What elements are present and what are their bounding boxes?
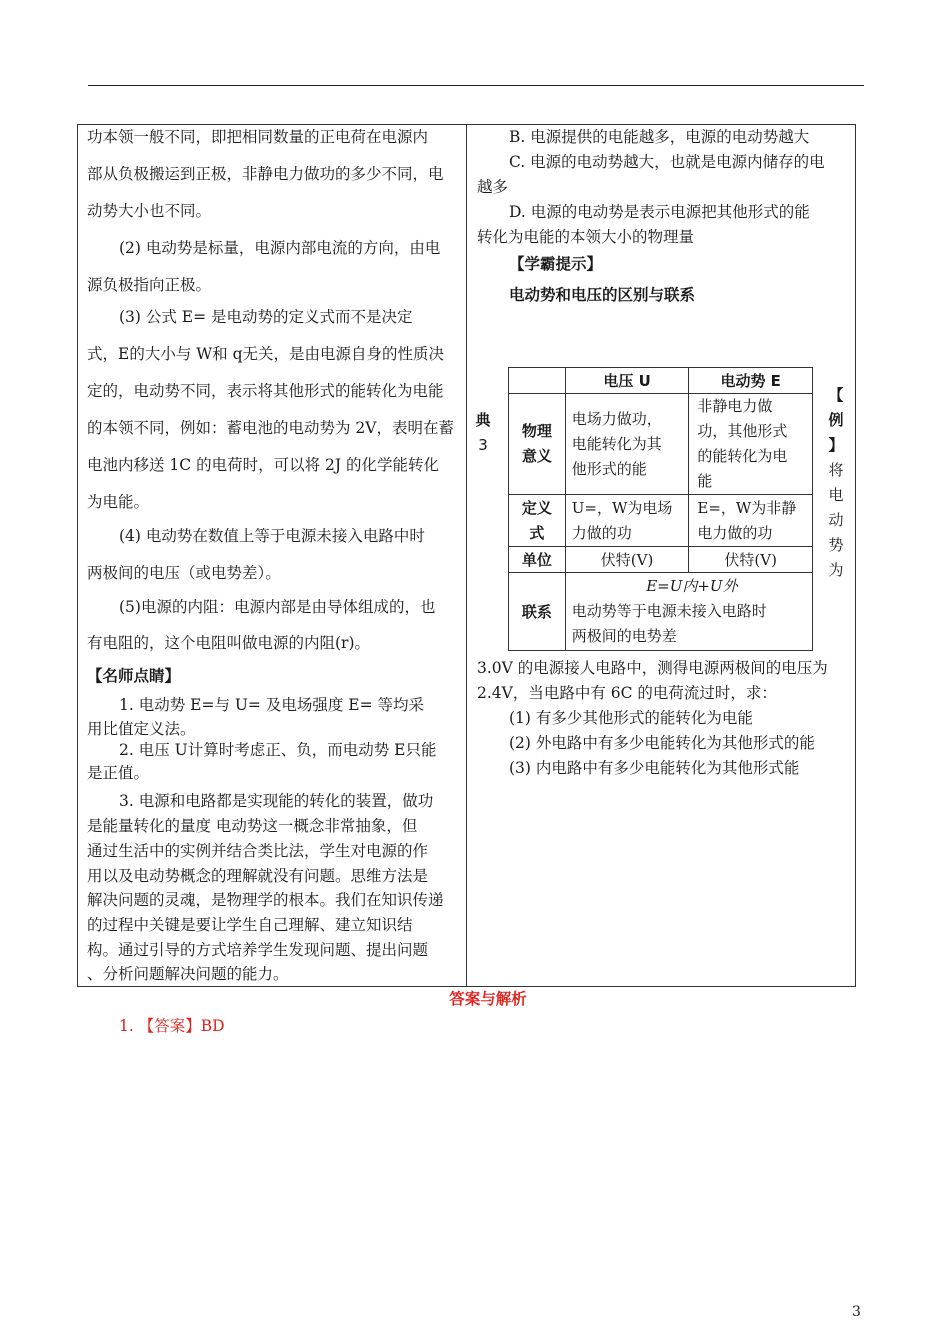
page-number: 3 xyxy=(852,1304,861,1320)
cell-line: 力做的功 xyxy=(571,523,632,542)
cell-line: 意义 xyxy=(521,447,552,465)
cell-line: 电力做的功 xyxy=(697,523,773,542)
answer-heading: 答案与解析 xyxy=(449,990,527,1008)
side-char: 例 xyxy=(828,411,844,429)
column-divider xyxy=(466,124,467,987)
emf-voltage-table xyxy=(508,367,813,651)
cell-line: 电动势等于电源未接入电路时 xyxy=(571,602,767,620)
cell-relation xyxy=(565,573,812,651)
left-line: (3) 公式 E= 是电动势的定义式而不是决定 xyxy=(119,308,413,326)
cell-line: 他形式的能 xyxy=(571,459,647,478)
cell-voltage-meaning xyxy=(565,394,689,495)
tip-line: 的过程中关键是要让学生自己理解、建立知识结 xyxy=(87,916,413,934)
option-line: 转化为电能的本领大小的物理量 xyxy=(477,228,695,246)
cell-line: 物理 xyxy=(521,422,552,440)
side-char: 】 xyxy=(828,436,844,454)
left-line: 有电阻的，这个电阻叫做电源的内阻(r)。 xyxy=(87,634,371,652)
option-line: D. 电源的电动势是表示电源把其他形式的能 xyxy=(509,203,810,221)
tip-line: 构。通过引导的方式培养学生发现问题、提出问题 xyxy=(87,941,429,959)
tip-line: 是能量转化的量度 电动势这一概念非常抽象，但 xyxy=(87,817,418,835)
study-tip-title: 【学霸提示】 xyxy=(509,255,603,273)
problem-line: 3.0V 的电源接人电路中，测得电源两极间的电压为 xyxy=(477,659,828,677)
relation-formula: E=U内+U外 xyxy=(646,577,738,595)
option-line: 越多 xyxy=(477,178,509,196)
col-header-voltage: 电压 U xyxy=(565,368,689,394)
side-char: 动 xyxy=(828,511,844,529)
left-line: 功本领一般不同，即把相同数量的正电荷在电源内 xyxy=(87,128,429,146)
option-line: B. 电源提供的电能越多，电源的电动势越大 xyxy=(509,128,810,146)
left-line: (2) 电动势是标量，电源内部电流的方向，由电 xyxy=(119,239,441,257)
cell-line: 非静电力做 xyxy=(697,397,773,415)
row-label-definition xyxy=(509,495,566,547)
side-char: 势 xyxy=(828,536,844,554)
left-line: 动势大小也不同。 xyxy=(87,202,212,220)
left-line: (4) 电动势在数值上等于电源未接入电路中时 xyxy=(119,527,425,545)
side-char: 3 xyxy=(478,436,488,454)
tip-line: 3. 电源和电路都是实现能的转化的装置，做功 xyxy=(119,792,434,810)
cell-line: 的能转化为电 xyxy=(697,447,788,465)
tip-line: 、分析问题解决问题的能力。 xyxy=(87,965,289,983)
side-char: 【 xyxy=(828,386,844,404)
cell-line: U=，W为电场 xyxy=(571,498,673,517)
left-line: 为电能。 xyxy=(87,493,150,511)
cell-line: 定义 xyxy=(521,498,552,517)
row-label-meaning xyxy=(509,394,566,495)
table-row xyxy=(509,495,813,547)
header-rule xyxy=(88,85,864,86)
tip-line: 用以及电动势概念的理解就没有问题。思维方法是 xyxy=(87,867,429,885)
cell-emf-unit: 伏特(V) xyxy=(689,547,813,573)
example-side-label-right xyxy=(827,383,845,583)
cell-line: 两极间的电势差 xyxy=(571,627,677,645)
side-char: 为 xyxy=(828,561,844,579)
tip-line: 2. 电压 U计算时考虑正、负，而电动势 E只能 xyxy=(119,741,437,759)
left-line: 的本领不同，例如：蓄电池的电动势为 2V，表明在蓄 xyxy=(87,419,454,437)
side-char: 典 xyxy=(475,411,491,429)
row-label-unit: 单位 xyxy=(509,547,566,573)
side-char: 将 xyxy=(828,461,844,479)
cell-voltage-definition xyxy=(565,495,689,547)
cell-line: E=，W为非静 xyxy=(697,498,797,517)
left-line: 式，E的大小与 W和 q无关，是由电源自身的性质决 xyxy=(87,345,445,363)
table-corner xyxy=(509,368,566,394)
problem-line: (3) 内电路中有多少电能转化为其他形式能 xyxy=(509,759,800,777)
table-row xyxy=(509,547,813,573)
problem-line: (2) 外电路中有多少电能转化为其他形式的能 xyxy=(509,734,815,752)
cell-line: 功，其他形式 xyxy=(697,422,788,440)
table-header-row xyxy=(509,368,813,394)
cell-line: 式 xyxy=(529,523,545,542)
col-header-emf: 电动势 E xyxy=(689,368,813,394)
study-tip-subtitle: 电动势和电压的区别与联系 xyxy=(509,286,696,304)
cell-voltage-unit: 伏特(V) xyxy=(565,547,689,573)
table-row xyxy=(509,573,813,651)
cell-emf-definition xyxy=(689,495,813,547)
left-line: 两极间的电压（或电势差）。 xyxy=(87,564,281,582)
tip-line: 通过生活中的实例并结合类比法，学生对电源的作 xyxy=(87,842,429,860)
option-line: C. 电源的电动势越大，也就是电源内储存的电 xyxy=(509,153,825,171)
cell-line: 电场力做功， xyxy=(571,409,662,428)
problem-line: (1) 有多少其他形式的能转化为电能 xyxy=(509,709,753,727)
tip-line: 用比值定义法。 xyxy=(87,720,196,738)
left-line: 部从负极搬运到正极，非静电力做功的多少不同，电 xyxy=(87,165,444,183)
problem-line: 2.4V，当电路中有 6C 的电荷流过时，求： xyxy=(477,684,777,702)
left-line: 电池内移送 1C 的电荷时，可以将 2J 的化学能转化 xyxy=(87,456,440,474)
side-char: 电 xyxy=(828,486,844,504)
tip-title: 【名师点睛】 xyxy=(87,667,181,685)
answer-line: 1. 【答案】BD xyxy=(119,1017,225,1035)
tip-line: 1. 电动势 E=与 U= 及电场强度 E= 等均采 xyxy=(119,696,425,714)
table-row xyxy=(509,394,813,495)
left-line: 源负极指向正极。 xyxy=(87,276,212,294)
tip-line: 是正值。 xyxy=(87,764,150,782)
tip-line: 解决问题的灵魂，是物理学的根本。我们在知识传递 xyxy=(87,891,444,909)
cell-line: 能 xyxy=(697,472,713,490)
left-line: (5)电源的内阻：电源内部是由导体组成的，也 xyxy=(119,598,436,616)
left-line: 定的，电动势不同，表示将其他形式的能转化为电能 xyxy=(87,382,444,400)
cell-line: 电能转化为其 xyxy=(571,434,662,453)
cell-emf-meaning xyxy=(689,394,813,495)
example-side-label xyxy=(474,408,492,458)
row-label-relation: 联系 xyxy=(509,573,566,651)
